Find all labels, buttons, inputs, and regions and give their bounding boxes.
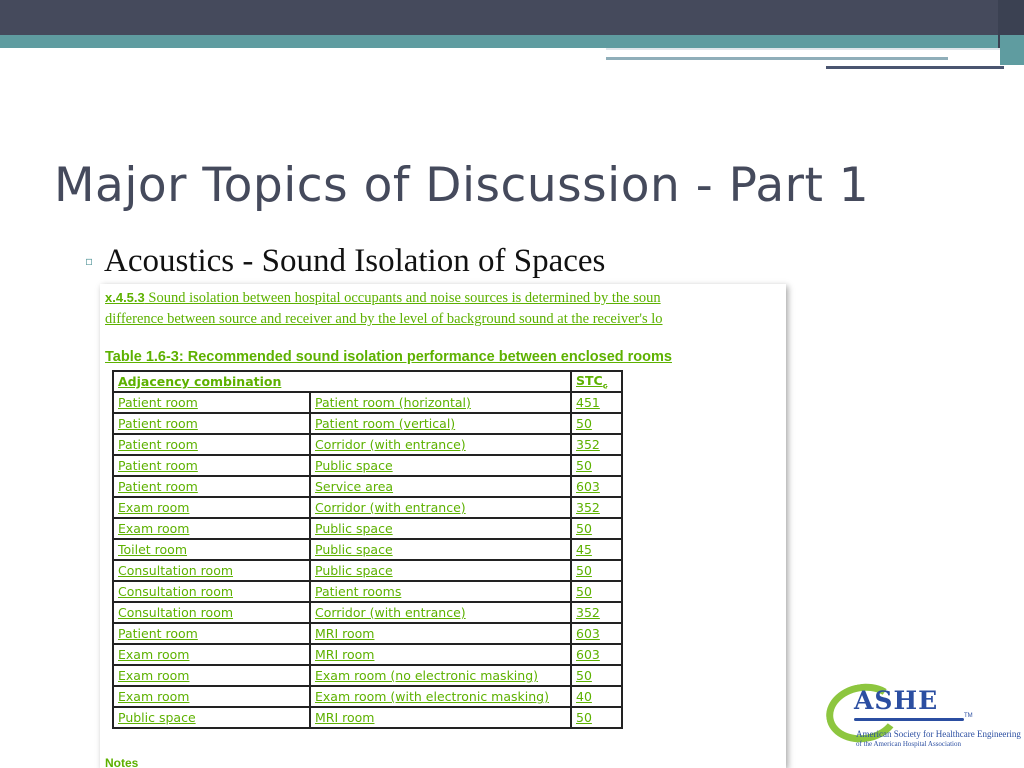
row-room-a[interactable]: Consultation room	[113, 581, 310, 602]
row-room-b[interactable]: Public space	[310, 539, 571, 560]
row-room-b[interactable]: MRI room	[310, 623, 571, 644]
row-stc-value[interactable]: 451	[571, 392, 622, 413]
row-room-b[interactable]: Public space	[310, 518, 571, 539]
row-room-b[interactable]: Public space	[310, 455, 571, 476]
table-row	[113, 518, 622, 539]
row-stc-value[interactable]: 50	[571, 518, 622, 539]
row-stc-value[interactable]: 50	[571, 413, 622, 434]
table-header-row	[113, 371, 622, 392]
row-room-a[interactable]: Exam room	[113, 644, 310, 665]
row-stc-value[interactable]: 352	[571, 497, 622, 518]
row-room-b[interactable]: Corridor (with entrance)	[310, 497, 571, 518]
row-stc-value[interactable]: 603	[571, 644, 622, 665]
header-stc[interactable]	[571, 371, 622, 392]
row-room-b[interactable]: MRI room	[310, 644, 571, 665]
standard-excerpt-image	[100, 284, 786, 768]
notes-label[interactable]: Notes	[105, 756, 139, 768]
row-stc-value[interactable]: 50	[571, 665, 622, 686]
table-row	[113, 455, 622, 476]
table-row	[113, 686, 622, 707]
header-rule-mid	[606, 57, 948, 60]
header-band-teal	[0, 35, 1024, 48]
row-room-a[interactable]: Exam room	[113, 497, 310, 518]
header-corner-teal	[1000, 35, 1024, 65]
logo-tagline-2: of the American Hospital Association	[856, 740, 961, 748]
row-room-a[interactable]: Patient room	[113, 455, 310, 476]
table-row	[113, 560, 622, 581]
table-row	[113, 434, 622, 455]
paragraph-line-1-link[interactable]: Sound isolation between hospital occupants and noise sources is determined by the soun	[144, 290, 661, 306]
header-stc-label: STC	[576, 372, 603, 388]
table-row	[113, 707, 622, 728]
row-stc-value[interactable]: 40	[571, 686, 622, 707]
row-room-b[interactable]: Patient rooms	[310, 581, 571, 602]
row-room-a[interactable]: Exam room	[113, 518, 310, 539]
table-row	[113, 644, 622, 665]
row-stc-value[interactable]: 50	[571, 455, 622, 476]
table-caption[interactable]: Table 1.6-3: Recommended sound isolation performance between enclosed rooms	[105, 349, 672, 365]
row-room-b[interactable]: Patient room (vertical)	[310, 413, 571, 434]
row-room-b[interactable]: Exam room (with electronic masking)	[310, 686, 571, 707]
table-body	[113, 392, 622, 728]
row-room-a[interactable]: Toilet room	[113, 539, 310, 560]
logo-tagline-1: American Society for Healthcare Engineering	[856, 729, 1021, 739]
sound-isolation-table	[112, 370, 623, 729]
row-room-b[interactable]: Exam room (no electronic masking)	[310, 665, 571, 686]
row-room-a[interactable]: Patient room	[113, 392, 310, 413]
row-room-a[interactable]: Patient room	[113, 476, 310, 497]
table-row	[113, 539, 622, 560]
row-stc-value[interactable]: 352	[571, 434, 622, 455]
bullet-text: Acoustics - Sound Isolation of Spaces	[104, 243, 606, 279]
row-stc-value[interactable]: 603	[571, 476, 622, 497]
row-room-b[interactable]: Patient room (horizontal)	[310, 392, 571, 413]
row-stc-value[interactable]: 50	[571, 560, 622, 581]
row-stc-value[interactable]: 603	[571, 623, 622, 644]
standard-paragraph	[105, 287, 786, 330]
row-room-b[interactable]: MRI room	[310, 707, 571, 728]
header-adjacency[interactable]: Adjacency combination	[113, 371, 571, 392]
table-row	[113, 581, 622, 602]
header-rule-dark	[826, 66, 1004, 69]
header-band-dark	[0, 0, 1024, 35]
row-room-a[interactable]: Exam room	[113, 665, 310, 686]
table-row	[113, 665, 622, 686]
table-row	[113, 476, 622, 497]
paragraph-line-2-link[interactable]: difference between source and receiver and by the level of background sound at the receiver's lo	[105, 311, 663, 327]
header-stc-subscript: c	[602, 381, 608, 391]
table-row	[113, 413, 622, 434]
row-room-a[interactable]: Consultation room	[113, 602, 310, 623]
row-stc-value[interactable]: 352	[571, 602, 622, 623]
logo-underline	[854, 718, 964, 721]
table-row	[113, 623, 622, 644]
row-room-a[interactable]: Patient room	[113, 413, 310, 434]
bullet-square-icon: ▫	[85, 254, 94, 268]
row-room-b[interactable]: Corridor (with entrance)	[310, 434, 571, 455]
ashe-logo	[824, 680, 1021, 752]
row-stc-value[interactable]: 45	[571, 539, 622, 560]
slide-title: Major Topics of Discussion - Part 1	[54, 158, 870, 213]
row-room-b[interactable]: Corridor (with entrance)	[310, 602, 571, 623]
row-room-b[interactable]: Service area	[310, 476, 571, 497]
logo-trademark: TM	[964, 713, 973, 719]
table-row	[113, 392, 622, 413]
row-stc-value[interactable]: 50	[571, 707, 622, 728]
table-row	[113, 602, 622, 623]
header-rule-light	[606, 48, 1000, 50]
row-room-a[interactable]: Patient room	[113, 434, 310, 455]
row-room-a[interactable]: Public space	[113, 707, 310, 728]
row-stc-value[interactable]: 50	[571, 581, 622, 602]
row-room-b[interactable]: Public space	[310, 560, 571, 581]
table-row	[113, 497, 622, 518]
row-room-a[interactable]: Patient room	[113, 623, 310, 644]
row-room-a[interactable]: Exam room	[113, 686, 310, 707]
section-number-link[interactable]: x.4.5.3	[105, 290, 145, 305]
logo-wordmark: ASHE	[854, 686, 939, 715]
row-room-a[interactable]: Consultation room	[113, 560, 310, 581]
